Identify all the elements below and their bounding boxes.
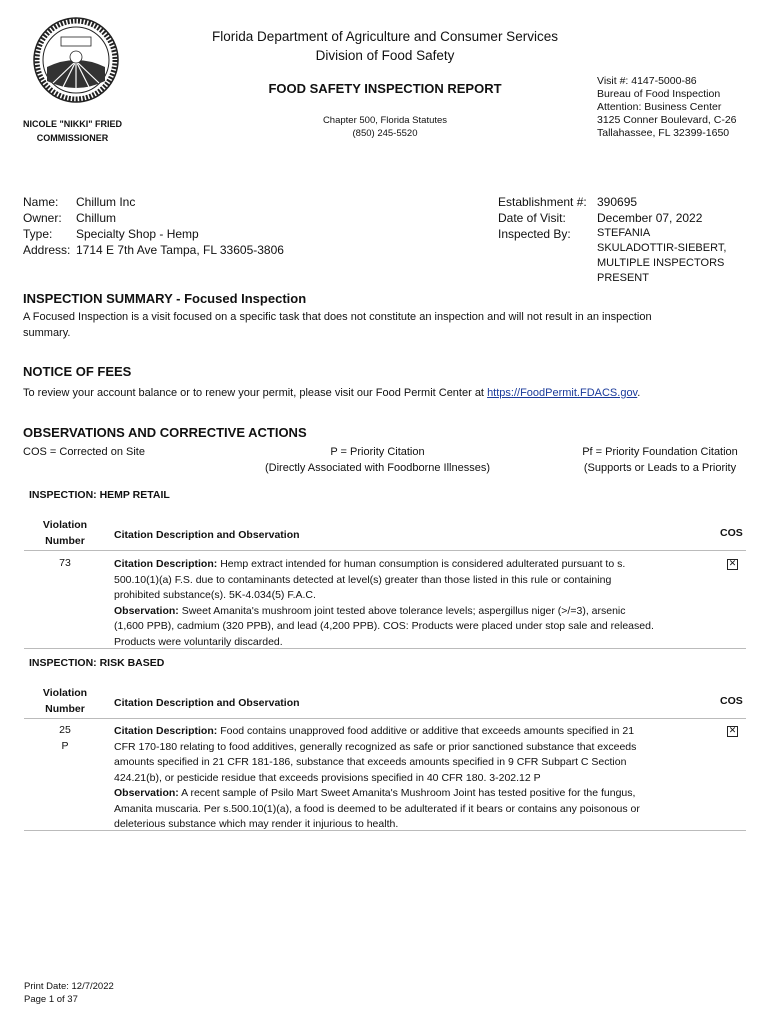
division-name: Division of Food Safety xyxy=(315,48,455,63)
inspector-line: PRESENT xyxy=(597,272,649,284)
observation-line: (1,600 PPB), cadmium (320 PPB), and lead (4,200 PPB). COS: Products were placed under stop sale and released. xyxy=(114,620,654,632)
visit-address-block xyxy=(597,75,737,140)
summary-text xyxy=(23,309,753,341)
observations-title: OBSERVATIONS AND CORRECTIVE ACTIONS xyxy=(23,425,307,440)
pf-legend-sub: (Supports or Leads to a Priority xyxy=(583,462,737,474)
priority-legend-label: P = Priority Citation xyxy=(330,446,425,458)
violation-number: 25 xyxy=(59,724,71,736)
header-line: Number xyxy=(45,703,85,715)
pf-legend-label: Pf = Priority Foundation Citation xyxy=(582,446,738,458)
violation-number: 73 xyxy=(59,557,71,569)
visit-values xyxy=(597,194,726,286)
summary-line: A Focused Inspection is a visit focused on a specific task that does not constitute an inspection and will not result in an inspection xyxy=(23,311,652,323)
observation-text: A recent sample of Psilo Mart Sweet Amanita's Mushroom Joint has tested positive for the fungus, xyxy=(181,787,636,799)
citation-line xyxy=(114,557,714,573)
visit-line: Attention: Business Center xyxy=(597,101,722,113)
establishment-address: 1714 E 7th Ave Tampa, FL 33605-3806 xyxy=(76,243,284,257)
table-divider xyxy=(24,648,746,649)
observation-line xyxy=(114,604,714,620)
owner-label: Owner: xyxy=(23,211,62,225)
fees-period: . xyxy=(637,387,641,399)
establishment-number-label: Establishment #: xyxy=(498,195,587,209)
citation-text: Food contains unapproved food additive or additive that exceeds amounts specified in 21 xyxy=(220,725,635,737)
visit-date: December 07, 2022 xyxy=(597,211,703,225)
phone-text: (850) 245-5520 xyxy=(352,128,418,139)
violation-number-cell xyxy=(30,723,100,754)
header-line: Violation xyxy=(42,687,88,699)
commissioner-name: NICOLE "NIKKI" FRIED xyxy=(22,119,123,129)
food-permit-link[interactable]: https://FoodPermit.FDACS.gov xyxy=(487,387,638,399)
priority-legend-sub: (Directly Associated with Foodborne Illnesses) xyxy=(265,462,490,474)
establishment-type: Specialty Shop - Hemp xyxy=(76,227,199,241)
visit-line: Bureau of Food Inspection xyxy=(597,88,721,100)
citation-line: prohibited substance(s). 5K-4.034(5) F.A.C. xyxy=(114,589,316,601)
citation-header: Citation Description and Observation xyxy=(114,529,300,541)
visit-labels xyxy=(498,194,587,242)
print-date: Print Date: 12/7/2022 xyxy=(24,981,114,992)
inspector-line: SKULADOTTIR-SIEBERT, xyxy=(597,242,727,254)
cos-header: COS xyxy=(720,527,743,539)
citation-line: amounts specified in 21 CFR 181-186, substance that exceeds amounts specified in 9 CFR Subpart C Section xyxy=(114,756,627,768)
visit-line: Tallahassee, FL 32399-1650 xyxy=(597,127,730,139)
observation-line: Products were voluntarily discarded. xyxy=(114,635,283,648)
fdacs-seal-logo xyxy=(33,17,119,103)
chapter-text: Chapter 500, Florida Statutes xyxy=(322,115,448,126)
owner-name: Chillum xyxy=(76,211,117,225)
citation-description-label: Citation Description: xyxy=(114,725,218,737)
citation-description-label: Citation Description: xyxy=(114,558,218,570)
violation-number-header xyxy=(30,517,100,549)
establishment-labels xyxy=(23,194,70,258)
fees-text xyxy=(23,385,763,401)
observation-line xyxy=(114,786,714,802)
observation-line: Amanita muscaria. Per s.500.10(1)(a), a food is deemed to be adulterated if it bears or contains any poisonous or xyxy=(114,802,640,815)
statute-info xyxy=(285,114,485,140)
inspector-label: Inspected By: xyxy=(498,227,571,241)
header-line: Number xyxy=(45,535,85,547)
violation-class: P xyxy=(61,739,69,752)
inspector-line: MULTIPLE INSPECTORS xyxy=(597,257,725,269)
observation-text: Sweet Amanita's mushroom joint tested above tolerance levels; aspergillus niger (>/=3), arsenic xyxy=(181,604,626,617)
citation-cell xyxy=(114,557,714,650)
table-divider xyxy=(24,550,746,551)
citation-cell xyxy=(114,724,714,833)
violation-number-cell xyxy=(30,556,100,572)
observation-label: Observation: xyxy=(114,787,179,799)
establishment-values xyxy=(76,194,284,258)
citation-line: CFR 170-180 relating to food additives, generally recognized as safe or prior sanctioned substance that exceeds xyxy=(114,740,637,753)
priority-foundation-legend xyxy=(560,444,760,476)
report-title: FOOD SAFETY INSPECTION REPORT xyxy=(268,81,502,96)
violation-number-header xyxy=(30,685,100,717)
cos-legend: COS = Corrected on Site xyxy=(23,446,145,458)
establishment-number: 390695 xyxy=(597,195,638,209)
inspection-heading: INSPECTION: HEMP RETAIL xyxy=(29,489,170,501)
summary-title: INSPECTION SUMMARY - Focused Inspection xyxy=(23,291,307,306)
page-number: Page 1 of 37 xyxy=(24,994,78,1005)
inspector-line: STEFANIA xyxy=(597,227,651,239)
citation-text: Hemp extract intended for human consumption is considered adulterated pursuant to s. xyxy=(220,558,626,570)
cos-checkbox: ✕ xyxy=(728,726,737,736)
table-divider xyxy=(24,830,746,831)
date-label: Date of Visit: xyxy=(498,211,566,225)
visit-line: Visit #: 4147-5000-86 xyxy=(597,75,697,87)
observation-line: deleterious substance which may render it injurious to health. xyxy=(114,818,399,830)
establishment-name: Chillum Inc xyxy=(76,195,136,209)
citation-line xyxy=(114,724,714,740)
commissioner-title: COMMISSIONER xyxy=(36,133,109,143)
visit-line: 3125 Conner Boulevard, C-26 xyxy=(597,114,737,126)
citation-line: 424.21(b), or pesticide residue that exceeds provisions specified in 40 CFR 180. 3-202.12 P xyxy=(114,771,541,784)
type-label: Type: xyxy=(23,227,53,241)
observation-label: Observation: xyxy=(114,604,179,617)
citation-line: 500.10(1)(a) F.S. due to contaminants detected at level(s) greater than those listed in this rule or containing xyxy=(114,573,612,586)
fees-title: NOTICE OF FEES xyxy=(23,364,132,379)
summary-line: summary. xyxy=(23,327,71,339)
page-footer xyxy=(24,980,114,1006)
cos-header: COS xyxy=(720,695,743,707)
fees-description: To review your account balance or to renew your permit, please visit our Food Permit Center at xyxy=(23,387,484,399)
address-label: Address: xyxy=(23,243,71,257)
cos-checkbox: ✕ xyxy=(728,559,737,569)
priority-legend xyxy=(230,444,525,476)
department-name: Florida Department of Agriculture and Consumer Services xyxy=(212,29,558,44)
commissioner-block xyxy=(20,117,125,145)
citation-header: Citation Description and Observation xyxy=(114,697,300,709)
table-divider xyxy=(24,718,746,719)
header-line: Violation xyxy=(42,519,88,531)
name-label: Name: xyxy=(23,195,59,209)
inspection-heading: INSPECTION: RISK BASED xyxy=(29,657,165,669)
